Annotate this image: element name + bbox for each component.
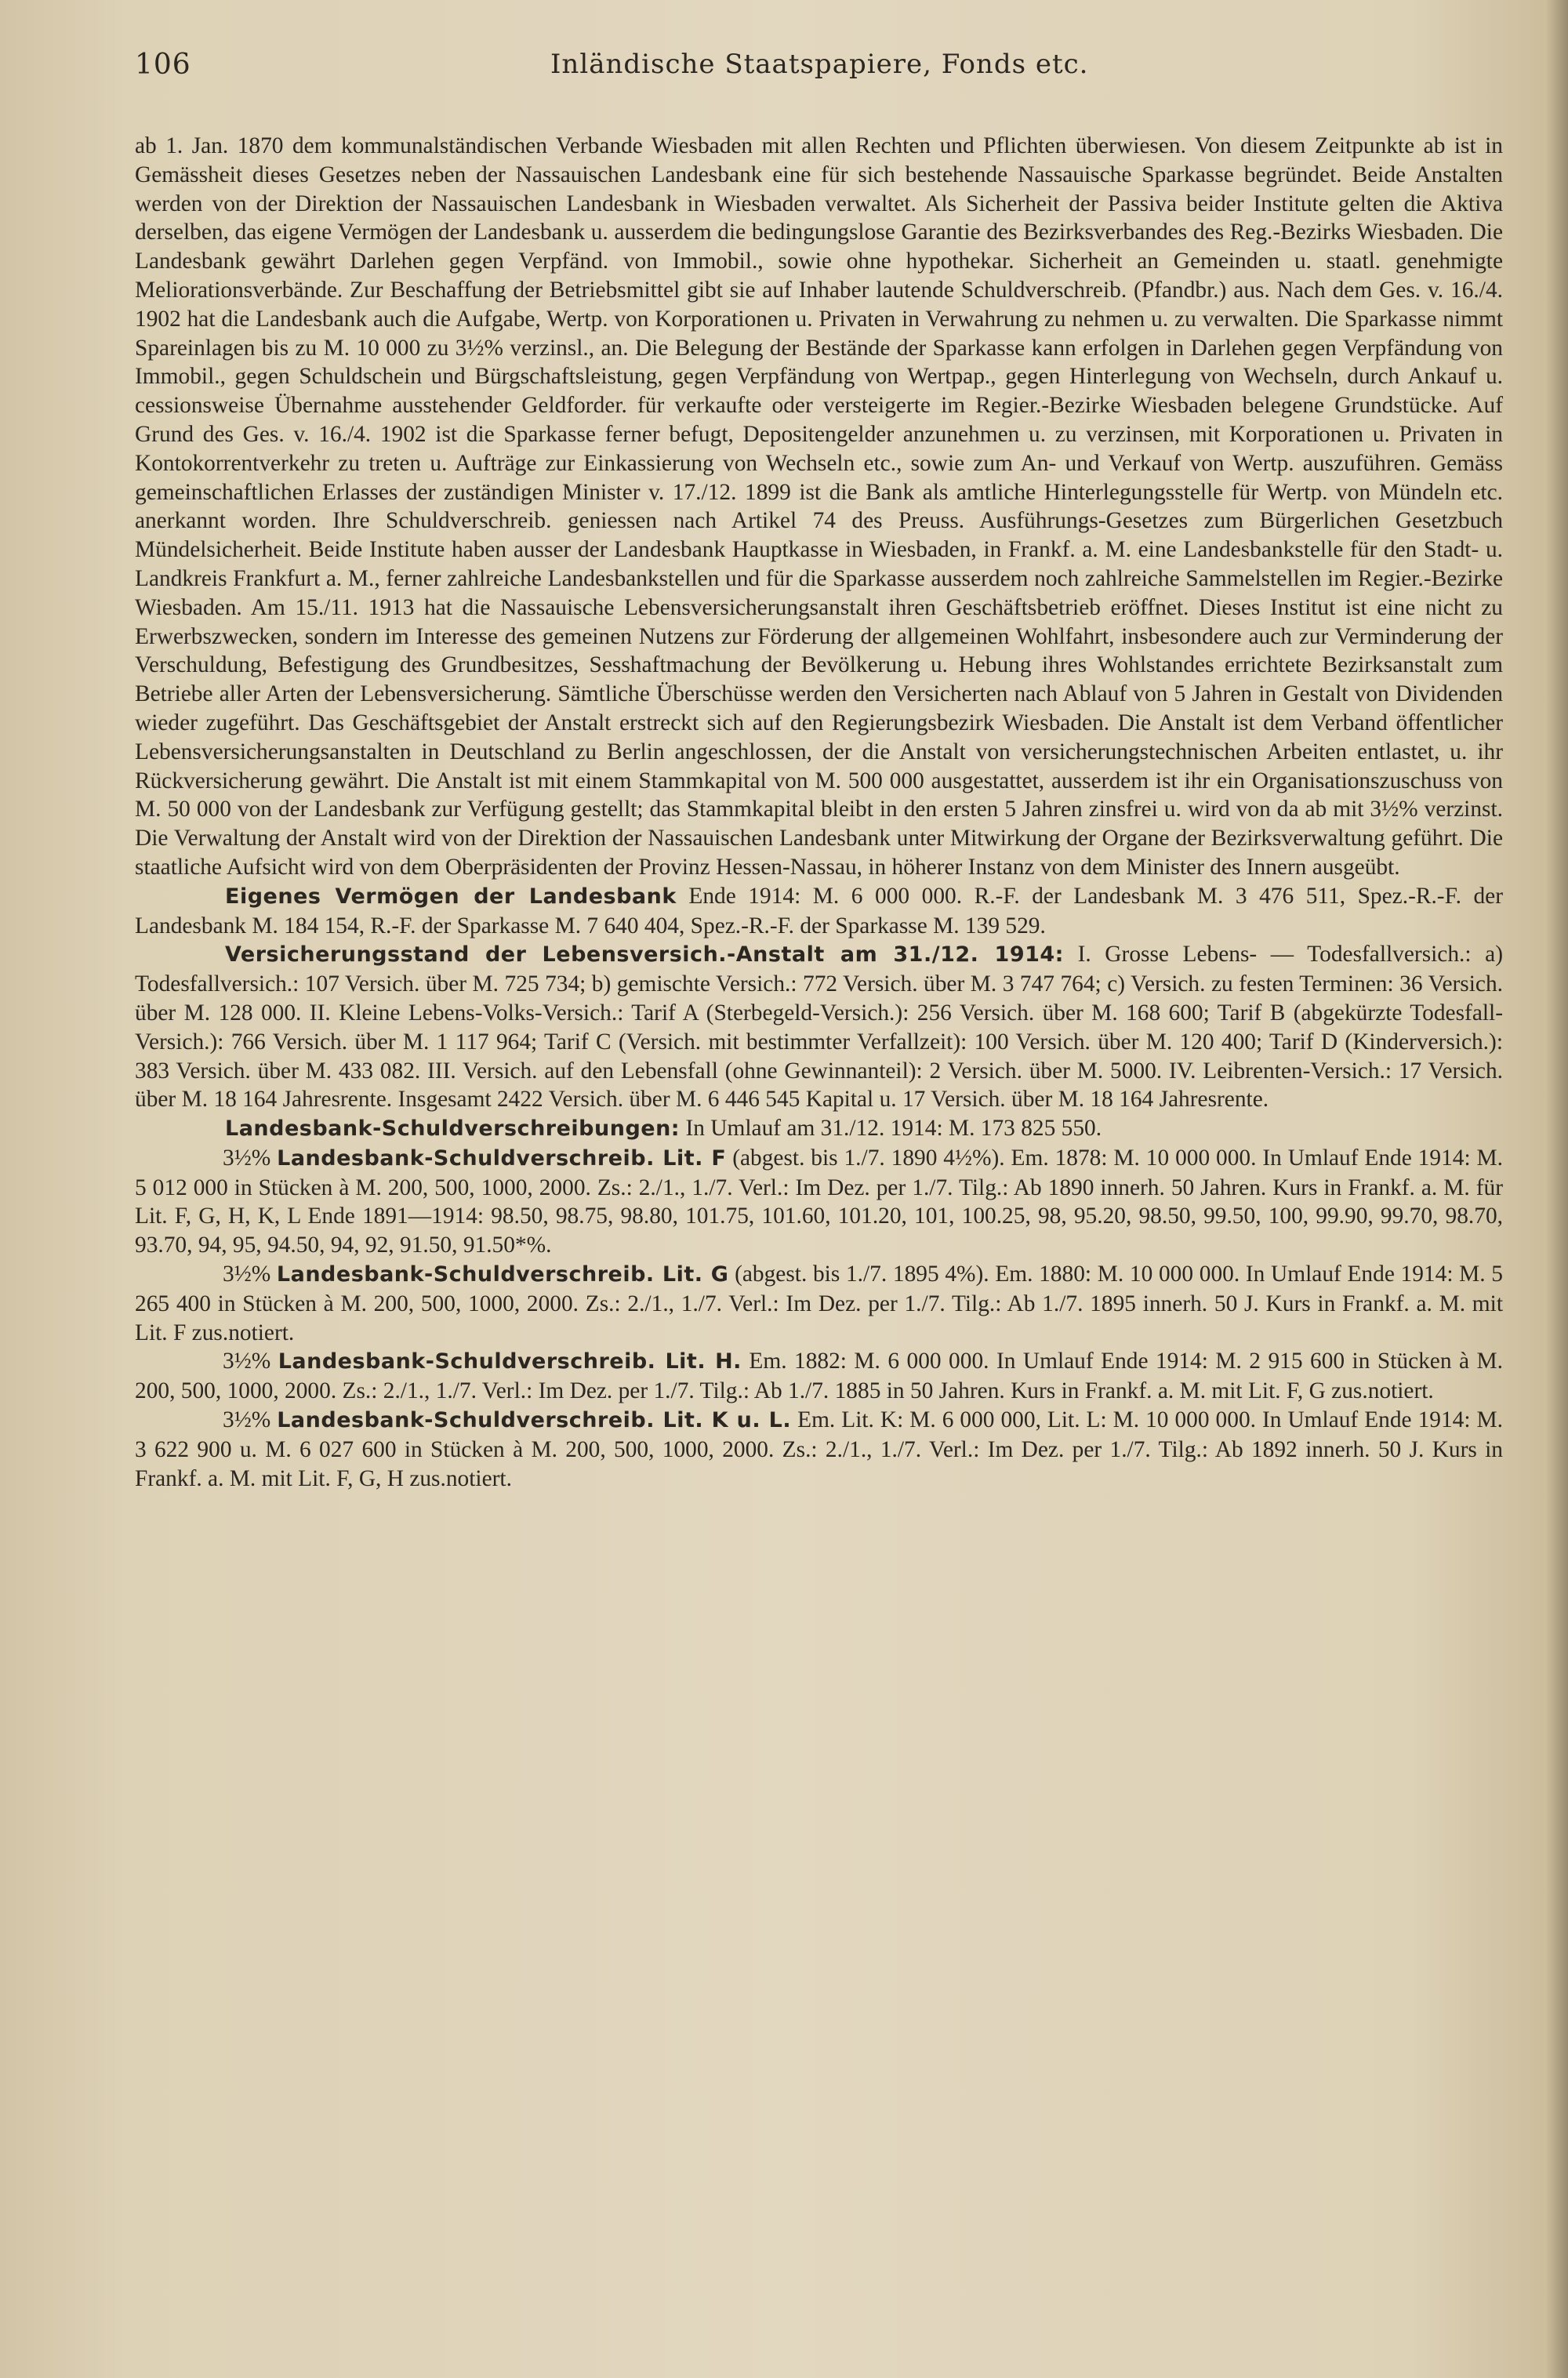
- page-header: [135, 49, 1499, 88]
- text-lit-f: (abgest. bis 1./7. 1890 4½%). Em. 1878: M. 10 000 000. In Umlauf Ende 1914: M. 5 012 000 in Stücken à M. 200, 500, 1000, 2000. Zs.: 2./1., 1./7. Verl.: Im Dez. per 1./7. Tilg.: Ab 1890 innerh. 50 Jahren. Kurs in Frankf. a. M. für Lit. F, G, H, K, L Ende 1891—1914: 98.50, 98.75, 98.80, 101.75, 101.60, 101.20, 101, 100.25, 98, 95.20, 98.50, 99.50, 100, 99.90, 99.70, 98.70, 93.70, 94, 95, 94.50, 94, 92, 91.50, 91.50*%.: [135, 1145, 1503, 1258]
- heading-versicherungsstand: Versicherungsstand der Lebensversich.-Anstalt am 31./12. 1914:: [225, 942, 1064, 968]
- heading-lit-h: Landesbank-Schuldverschreib. Lit. H.: [278, 1349, 742, 1374]
- paragraph-lit-h: [135, 1347, 1503, 1406]
- paragraph-schuldverschreibungen: [135, 1114, 1503, 1144]
- paragraph-versicherungsstand: [135, 940, 1503, 1114]
- rate-lit-k-l: 3½%: [223, 1407, 278, 1433]
- paragraph-landesbank-history: ab 1. Jan. 1870 dem kommunalständischen Verbande Wiesbaden mit allen Rechten und Pflichten überwiesen. Von diesem Zeitpunkte ab ist in Gemässheit dieses Gesetzes neben der Nassauischen Landesbank eine für sich bestehende Nassauische Sparkasse begründet. Beide Anstalten werden von der Direktion der Nassauischen Landesbank in Wiesbaden verwaltet. Als Sicherheit der Passiva beider Institute gelten die Aktiva derselben, das eigene Vermögen der Landesbank u. ausserdem die bedingungslose Garantie des Bezirksverbandes des Reg.-Bezirks Wiesbaden. Die Landesbank gewährt Darlehen gegen Verpfänd. von Immobil., sowie ohne hypothekar. Sicherheit an Gemeinden u. staatl. genehmigte Meliorationsverbände. Zur Beschaffung der Betriebsmittel gibt sie auf Inhaber lautende Schuldverschreib. (Pfandbr.) aus. Nach dem Ges. v. 16./4. 1902 hat die Landesbank auch die Aufgabe, Wertp. von Korporationen u. Privaten in Verwahrung zu nehmen u. zu verwalten. Die Sparkasse nimmt Spareinlagen bis zu M. 10 000 zu 3½% verzinsl., an. Die Belegung der Bestände der Sparkasse kann erfolgen in Darlehen gegen Verpfändung von Immobil., gegen Schuldschein und Bürgschaftsleistung, gegen Verpfändung von Wertpap., gegen Hinterlegung von Wechseln, durch Ankauf u. cessionsweise Übernahme ausstehender Geldforder. für verkaufte oder versteigerte im Regier.-Bezirke Wiesbaden belegene Grundstücke. Auf Grund des Ges. v. 16./4. 1902 ist die Sparkasse ferner befugt, Depositengelder anzunehmen u. zu verzinsen, mit Korporationen u. Privaten in Kontokorrentverkehr zu treten u. Aufträge zur Einkassierung von Wechseln etc., sowie zum An- und Verkauf von Wertp. auszuführen. Gemäss gemeinschaftlichen Erlasses der zuständigen Minister v. 17./12. 1899 ist die Bank als amtliche Hinterlegungsstelle für Wertp. von Mündeln etc. anerkannt worden. Ihre Schuldverschreib. geniessen nach Artikel 74 des Preuss. Ausführungs-Gesetzes zum Bürgerlichen Gesetzbuch Mündelsicherheit. Beide Institute haben ausser der Landesbank Hauptkasse in Wiesbaden, in Frankf. a. M. eine Landesbankstelle für den Stadt- u. Landkreis Frankfurt a. M., ferner zahlreiche Landesbankstellen und für die Sparkasse ausserdem noch zahlreiche Sammelstellen im Regier.-Bezirke Wiesbaden. Am 15./11. 1913 hat die Nassauische Lebensversicherungsanstalt ihren Geschäftsbetrieb eröffnet. Dieses Institut ist eine nicht zu Erwerbszwecken, sondern im Interesse des gemeinen Nutzens zur Förderung der allgemeinen Wohlfahrt, insbesondere auch zur Verminderung der Verschuldung, Befestigung des Grundbesitzes, Sesshaftmachung der Bevölkerung u. Hebung ihres Wohlstandes errichtete Bezirksanstalt zum Betriebe aller Arten der Lebensversicherung. Sämtliche Überschüsse werden den Versicherten nach Ablauf von 5 Jahren in Gestalt von Dividenden wieder zugeführt. Das Geschäftsgebiet der Anstalt erstreckt sich auf den Regierungsbezirk Wiesbaden. Die Anstalt ist dem Verband öffentlicher Lebensversicherungsanstalten in Deutschland zu Berlin angeschlossen, der die Anstalt von versicherungstechnischen Arbeiten entlastet, u. ihr Rückversicherung gewährt. Die Anstalt ist mit einem Stammkapital von M. 500 000 ausgestattet, ausserdem ist ihr ein Organisationszuschuss von M. 50 000 von der Landesbank zur Verfügung gestellt; das Stammkapital bleibt in den ersten 5 Jahren zinsfrei u. wird von da ab mit 3½% verzinst. Die Verwaltung der Anstalt wird von der Direktion der Nassauischen Landesbank unter Mitwirkung der Organe der Bezirksverwaltung geführt. Die staatliche Aufsicht wird von dem Oberpräsidenten der Provinz Hessen-Nassau, in höherer Instanz von dem Minister des Innern ausgeübt.: [135, 133, 1503, 880]
- text-lit-k-l: Em. Lit. K: M. 6 000 000, Lit. L: M. 10 000 000. In Umlauf Ende 1914: M. 3 622 900 u. M. 6 027 600 in Stücken à M. 200, 500, 1000, 2000. Zs.: 2./1., 1./7. Verl.: Im Dez. per 1./7. Tilg.: Ab 1892 innerh. 50 J. Kurs in Frankf. a. M. mit Lit. F, G, H zus.notiert.: [135, 1407, 1504, 1491]
- running-title: Inländische Staatspapiere, Fonds etc.: [550, 49, 1089, 80]
- heading-lit-k-l: Landesbank-Schuldverschreib. Lit. K u. L.: [277, 1408, 792, 1433]
- heading-lit-f: Landesbank-Schuldverschreib. Lit. F: [277, 1145, 727, 1171]
- paragraph-lit-f: [135, 1144, 1503, 1260]
- text-schuldverschreibungen: In Umlauf am 31./12. 1914: M. 173 825 550.: [680, 1116, 1102, 1142]
- heading-lit-g: Landesbank-Schuldverschreib. Lit. G: [276, 1262, 729, 1287]
- text-versicherungsstand: I. Grosse Lebens- — Todesfallversich.: a) Todesfallversich.: 107 Versich. über M. 725 734; b) gemischte Versich.: 772 Versich. über M. 3 747 764; c) Versich. zu festen Terminen: 36 Versich. über M. 128 000. II. Kleine Lebens-Volks-Versich.: Tarif A (Sterbegeld-Versich.): 256 Versich. über M. 168 600; Tarif B (abgekürzte Todesfall-Versich.): 766 Versich. über M. 1 117 964; Tarif C (Versich. mit bestimmter Verfallzeit): 100 Versich. über M. 120 400; Tarif D (Kinderversich.): 383 Versich. über M. 433 082. III. Versich. auf den Lebensfall (ohne Gewinnanteil): 2 Versich. über M. 5000. IV. Leibrenten-Versich.: 17 Versich. über M. 18 164 Jahresrente. Insgesamt 2422 Versich. über M. 6 446 545 Kapital u. 17 Versich. über M. 18 164 Jahresrente.: [135, 942, 1503, 1113]
- rate-lit-g: 3½%: [223, 1262, 277, 1287]
- paragraph-lit-g: [135, 1260, 1503, 1347]
- paragraph-eigenes-vermoegen: [135, 882, 1503, 941]
- page-number: 106: [135, 49, 191, 81]
- heading-eigenes-vermoegen: Eigenes Vermögen der Landesbank: [225, 884, 677, 909]
- page-body: [135, 132, 1503, 1493]
- text-eigenes-vermoegen: Ende 1914: M. 6 000 000. R.-F. der Landesbank M. 3 476 511, Spez.-R.-F. der Landesbank M. 184 154, R.-F. der Sparkasse M. 7 640 404, Spez.-R.-F. der Sparkasse M. 139 529.: [135, 883, 1503, 938]
- page-spine-shadow: [1546, 0, 1568, 2378]
- rate-lit-h: 3½%: [223, 1349, 278, 1374]
- rate-lit-f: 3½%: [223, 1145, 278, 1171]
- text-lit-g: (abgest. bis 1./7. 1895 4%). Em. 1880: M. 10 000 000. In Umlauf Ende 1914: M. 5 265 400 in Stücken à M. 200, 500, 1000, 2000. Zs.: 2./1., 1./7. Verl.: Im Dez. per 1./7. Tilg.: Ab 1./7. 1895 innerh. 50 J. Kurs in Frankf. a. M. mit Lit. F zus.notiert.: [135, 1262, 1504, 1345]
- text-lit-h: Em. 1882: M. 6 000 000. In Umlauf Ende 1914: M. 2 915 600 in Stücken à M. 200, 500, 1000, 2000. Zs.: 2./1., 1./7. Verl.: Im Dez. per 1./7. Tilg.: Ab 1./7. 1885 in 50 Jahren. Kurs in Frankf. a. M. mit Lit. F, G zus.notiert.: [135, 1349, 1503, 1404]
- heading-schuldverschreibungen: Landesbank-Schuldverschreibungen:: [225, 1116, 681, 1142]
- paragraph-lit-k-l: [135, 1406, 1503, 1493]
